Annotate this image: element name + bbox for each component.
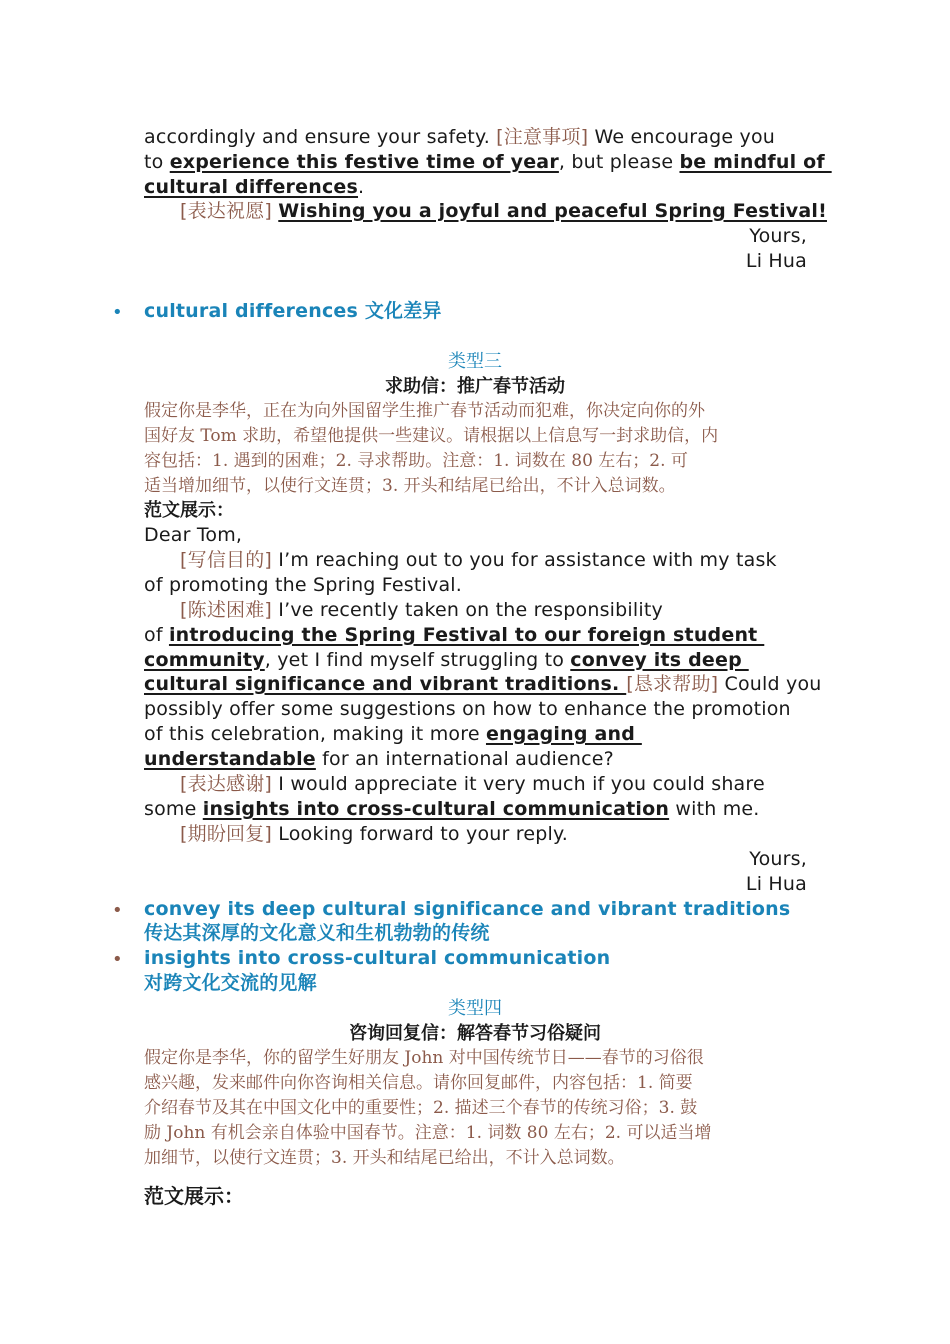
letter-text: Could you (718, 673, 822, 695)
letter-text: , but please (558, 151, 680, 173)
section-tag: [陈述困难] (180, 599, 273, 621)
vocab-phrase-en: insights into cross-cultural communication (144, 947, 611, 969)
letter1-line2 (144, 150, 832, 175)
letter2-line8 (144, 722, 642, 747)
prompt-line: 励 John 有机会亲自体验中国春节。注意：1. 词数 80 左右；2. 可以适当增 (144, 1123, 712, 1143)
section-subtitle: 求助信：推广春节活动 (385, 376, 565, 397)
sample-label: 范文展示： (144, 1184, 244, 1208)
letter-text: We encourage you (588, 126, 776, 148)
letter2-line3 (180, 598, 663, 623)
section-tag: [写信目的] (180, 549, 273, 571)
letter-text: with me. (669, 798, 760, 820)
key-phrase: community (144, 649, 265, 671)
letter2-signature: Li Hua (745, 873, 807, 895)
prompt-line: 加细节，以使行文连贯；3. 开头和结尾已给出，不计入总词数。 (144, 1148, 625, 1168)
prompt-line: 假定你是李华，你的留学生好朋友 John 对中国传统节日——春节的习俗很 (144, 1048, 704, 1068)
letter1-line4 (180, 199, 827, 224)
prompt-line: 介绍春节及其在中国文化中的重要性；2. 描述三个春节的传统习俗；3. 鼓 (144, 1098, 698, 1118)
letter-text: , yet I find myself struggling to (264, 649, 571, 671)
letter-text: some (144, 798, 203, 820)
section-tag: [注意事项] (496, 126, 589, 148)
key-phrase: experience this festive time of year (169, 151, 559, 173)
letter2-line9 (144, 747, 614, 772)
letter-text: . (358, 176, 365, 198)
letter-text: I would appreciate it very much if you could share (272, 773, 765, 795)
letter-text: I’ve recently taken on the responsibility (272, 599, 663, 621)
letter2-line5 (144, 648, 749, 673)
letter2-line10 (180, 772, 765, 797)
vocab-phrase-en: convey its deep cultural significance and vibrant traditions (144, 898, 791, 920)
prompt-line: 容包括：1. 遇到的困难；2. 寻求帮助。注意：1. 词数在 80 左右；2. 可 (144, 451, 688, 471)
bullet-marker: • (112, 302, 123, 323)
key-phrase: cultural differences (144, 176, 359, 198)
key-phrase: Wishing you a joyful and peaceful Spring Festival! (278, 200, 827, 222)
section-tag: [表达祝愿] (180, 200, 273, 222)
letter1-line1 (144, 125, 775, 150)
letter2-closing: Yours, (749, 848, 807, 870)
letter-text: I’m reaching out to you for assistance with my task (272, 549, 777, 571)
section-title: 类型三 (448, 351, 502, 372)
letter2-line4 (144, 623, 764, 648)
bullet-marker: • (112, 900, 123, 921)
section-tag: [期盼回复] (180, 823, 273, 845)
letter-text: Looking forward to your reply. (272, 823, 568, 845)
letter2-line12 (180, 822, 568, 847)
section-subtitle: 咨询回复信：解答春节习俗疑问 (349, 1023, 601, 1044)
sample-label: 范文展示： (144, 500, 234, 521)
letter2-line2: of promoting the Spring Festival. (144, 574, 463, 596)
prompt-line: 国好友 Tom 求助，希望他提供一些建议。请根据以上信息写一封求助信，内 (144, 426, 719, 446)
section-tag: [表达感谢] (180, 773, 273, 795)
key-phrase: introducing the Spring Festival to our foreign student (168, 624, 765, 646)
prompt-line: 假定你是李华，正在为向外国留学生推广春节活动而犯难，你决定向你的外 (144, 401, 705, 421)
bullet-marker: • (112, 949, 123, 970)
vocab-phrase: cultural differences 文化差异 (144, 300, 442, 322)
letter1-line3 (144, 175, 364, 200)
letter-text: of this celebration, making it more (144, 723, 486, 745)
letter1-signature: Li Hua (745, 250, 807, 272)
letter-text: of (144, 624, 169, 646)
section-title: 类型四 (448, 998, 502, 1019)
key-phrase: insights into cross-cultural communication (202, 798, 670, 820)
letter2-line1 (180, 548, 777, 573)
letter2-line7: possibly offer some suggestions on how to enhance the promotion (144, 698, 791, 720)
key-phrase: engaging and (485, 723, 642, 745)
vocab-phrase-zh: 对跨文化交流的见解 (144, 972, 317, 994)
key-phrase: understandable (144, 748, 316, 770)
prompt-line: 感兴趣，发来邮件向你咨询相关信息。请你回复邮件，内容包括：1. 简要 (144, 1073, 693, 1093)
letter-text: to (144, 151, 170, 173)
letter2-line11 (144, 797, 760, 822)
prompt-line: 适当增加细节，以使行文连贯；3. 开头和结尾已给出，不计入总词数。 (144, 476, 676, 496)
key-phrase: convey its deep (570, 649, 749, 671)
key-phrase: be mindful of (679, 151, 832, 173)
key-phrase: cultural significance and vibrant traditions. (144, 673, 627, 695)
letter2-line6 (144, 672, 822, 697)
section-tag: [恳求帮助] (626, 673, 719, 695)
letter-text: accordingly and ensure your safety. (144, 126, 497, 148)
letter-text: for an international audience? (315, 748, 614, 770)
letter-greeting: Dear Tom, (144, 524, 243, 546)
vocab-phrase-zh: 传达其深厚的文化意义和生机勃勃的传统 (144, 922, 490, 944)
letter1-closing: Yours, (749, 225, 807, 247)
